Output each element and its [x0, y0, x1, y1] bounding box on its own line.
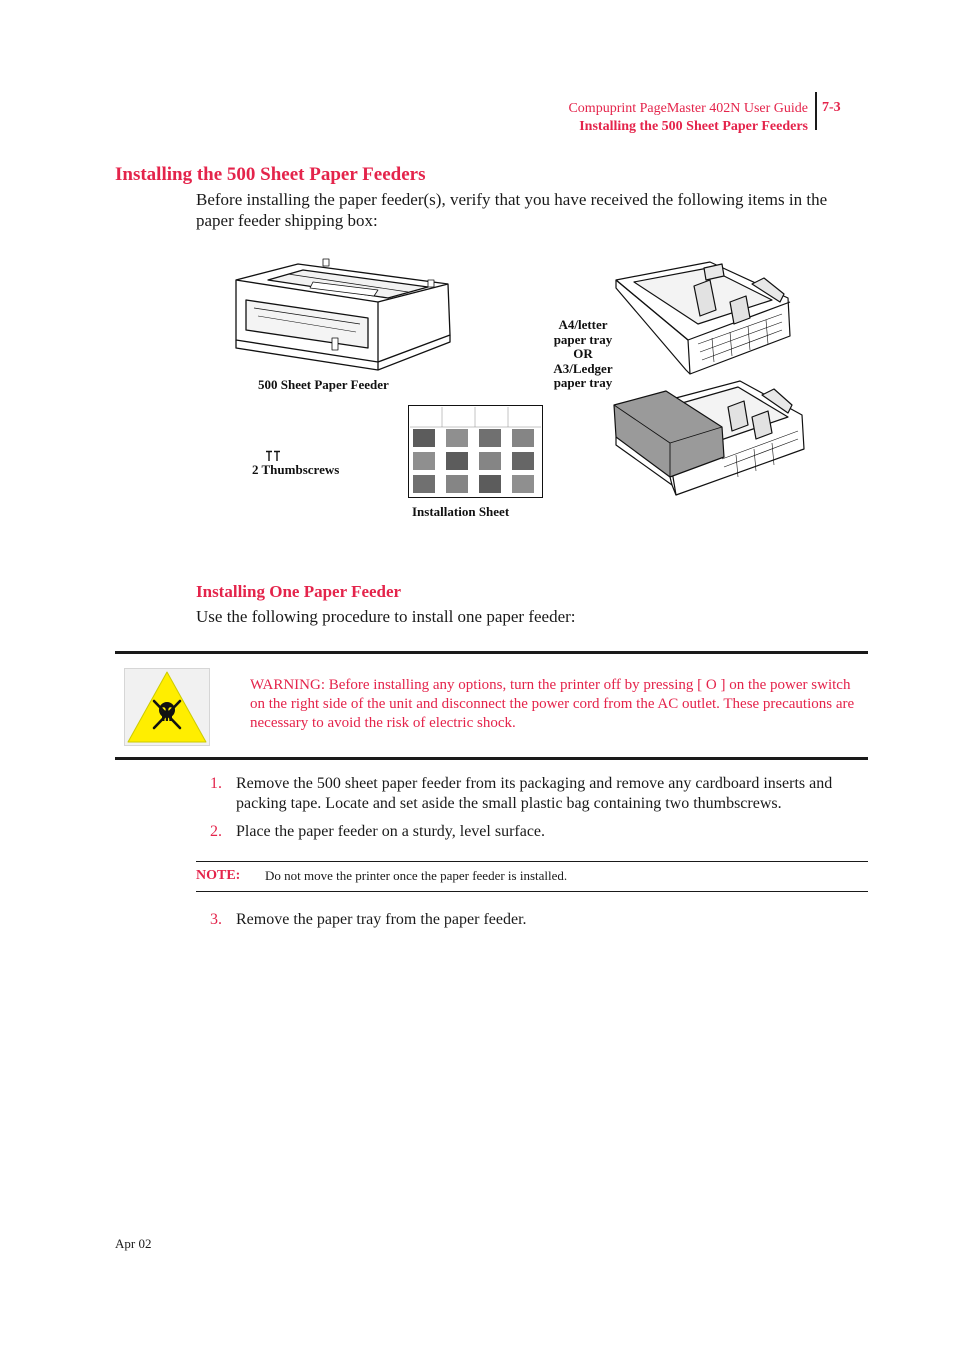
step-text: Remove the 500 sheet paper feeder from its packaging and remove any cardboard inserts and packing tape. Locate and set aside the small plastic bag containing two thumbscrews.	[236, 775, 833, 812]
note-label: NOTE:	[196, 868, 241, 883]
tray-label-line-5: paper tray	[553, 375, 613, 390]
section-title: Installing the 500 Sheet Paper Feeders	[115, 164, 426, 185]
note-bottom-rule	[196, 891, 868, 892]
step-number: 3.	[210, 911, 222, 928]
note-text: Do not move the printer once the paper feeder is installed.	[265, 868, 568, 883]
subsection-title: Installing One Paper Feeder	[196, 582, 402, 601]
skull-crossbones-warning-icon	[124, 668, 210, 746]
installation-sheet-illustration	[408, 405, 543, 498]
warning-text: WARNING: Before installing any options, turn the printer off by pressing [ O ] on the power switch on the right side of the unit and disconnect the power cord from the AC outlet. These precautions are necessary to avoid the risk of electric shock.	[250, 677, 855, 732]
tray-label-line-1: A4/letter	[558, 317, 608, 332]
header-section-title: Installing the 500 Sheet Paper Feeders	[579, 119, 808, 134]
step-number: 2.	[210, 823, 222, 840]
step-1	[210, 774, 870, 813]
header-guide-title: Compuprint PageMaster 402N User Guide	[568, 101, 808, 116]
feeder-label: 500 Sheet Paper Feeder	[258, 377, 389, 392]
warning-top-rule	[115, 651, 868, 654]
thumbscrews-icon	[266, 450, 280, 462]
step-number: 1.	[210, 775, 222, 792]
page-number: 7-3	[822, 100, 841, 115]
a4-letter-tray-illustration	[612, 258, 794, 378]
thumbscrews-label: 2 Thumbscrews	[252, 462, 340, 477]
note-top-rule	[196, 861, 868, 862]
paper-tray-label	[545, 318, 621, 391]
header-divider	[815, 92, 817, 130]
step-text: Remove the paper tray from the paper feeder.	[236, 911, 527, 928]
paper-feeder-illustration	[228, 250, 456, 375]
step-2	[210, 822, 870, 842]
warning-bottom-rule	[115, 757, 868, 760]
subsection-intro: Use the following procedure to install one paper feeder:	[196, 607, 576, 626]
section-intro: Before installing the paper feeder(s), verify that you have received the following items in the paper feeder shipping box:	[196, 190, 828, 230]
installation-sheet-label: Installation Sheet	[412, 504, 510, 519]
tray-label-line-2: paper tray	[553, 331, 613, 347]
tray-label-line-4: A3/Ledger	[553, 360, 613, 376]
step-3	[210, 910, 870, 930]
a3-ledger-tray-illustration	[612, 377, 808, 497]
tray-label-line-3: OR	[573, 346, 593, 361]
footer-date: Apr 02	[115, 1236, 152, 1251]
step-text: Place the paper feeder on a sturdy, level surface.	[236, 823, 546, 840]
